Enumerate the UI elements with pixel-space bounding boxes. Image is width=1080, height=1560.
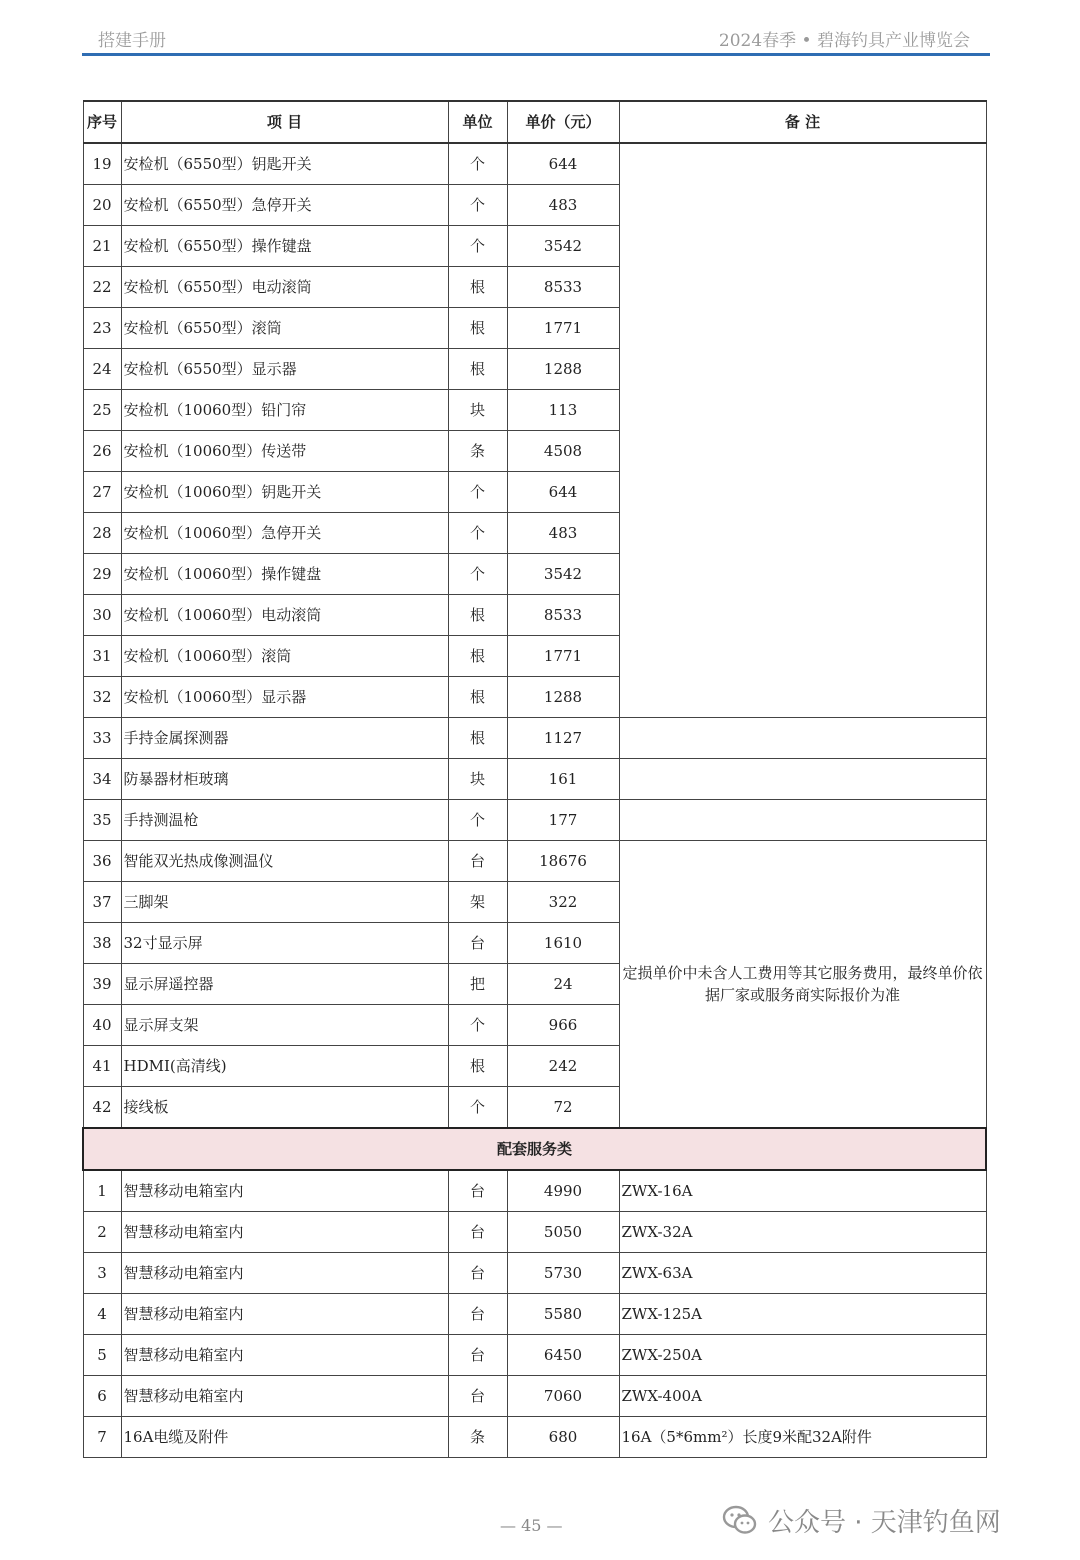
row-number: 26 — [83, 431, 121, 472]
row-number: 34 — [83, 759, 121, 800]
row-number: 30 — [83, 595, 121, 636]
row-item: 安检机（6550型）显示器 — [121, 349, 448, 390]
row-item: 安检机（6550型）急停开关 — [121, 185, 448, 226]
table-row — [83, 841, 986, 882]
row-item: 智能双光热成像测温仪 — [121, 841, 448, 882]
header-right-title: 2024春季 • 碧海钓具产业博览会 — [718, 31, 970, 51]
row-price: 5730 — [507, 1253, 619, 1294]
row-item: 安检机（6550型）钥匙开关 — [121, 143, 448, 185]
row-price: 177 — [507, 800, 619, 841]
row-price: 483 — [507, 513, 619, 554]
row-number: 22 — [83, 267, 121, 308]
row-unit: 台 — [448, 1212, 507, 1253]
row-price: 4990 — [507, 1170, 619, 1212]
row-item: 安检机（10060型）操作键盘 — [121, 554, 448, 595]
row-unit: 台 — [448, 1376, 507, 1417]
row-item: 安检机（10060型）急停开关 — [121, 513, 448, 554]
row-number: 4 — [83, 1294, 121, 1335]
row-unit: 根 — [448, 308, 507, 349]
row-item: 智慧移动电箱室内 — [121, 1294, 448, 1335]
section-row — [83, 1128, 986, 1170]
row-number: 1 — [83, 1170, 121, 1212]
row-item: 16A电缆及附件 — [121, 1417, 448, 1458]
row-unit: 个 — [448, 472, 507, 513]
row-price: 5580 — [507, 1294, 619, 1335]
row-item: 安检机（6550型）操作键盘 — [121, 226, 448, 267]
row-price: 72 — [507, 1087, 619, 1129]
row-price: 644 — [507, 143, 619, 185]
row-price: 8533 — [507, 267, 619, 308]
row-price: 242 — [507, 1046, 619, 1087]
row-price: 1771 — [507, 308, 619, 349]
row-number: 2 — [83, 1212, 121, 1253]
row-price: 24 — [507, 964, 619, 1005]
row-number: 20 — [83, 185, 121, 226]
row-unit: 块 — [448, 759, 507, 800]
row-item: 安检机（10060型）电动滚筒 — [121, 595, 448, 636]
watermark-text: 公众号 · 天津钓鱼网 — [768, 1507, 1001, 1538]
row-price: 3542 — [507, 226, 619, 267]
row-unit: 个 — [448, 1087, 507, 1129]
row-item: 32寸显示屏 — [121, 923, 448, 964]
col-header-no: 序号 — [83, 101, 121, 143]
row-unit: 个 — [448, 554, 507, 595]
row-number: 35 — [83, 800, 121, 841]
row-price: 5050 — [507, 1212, 619, 1253]
row-item: HDMI(高清线) — [121, 1046, 448, 1087]
row-price: 1288 — [507, 677, 619, 718]
row-number: 19 — [83, 143, 121, 185]
row-note: 16A（5*6mm²）长度9米配32A附件 — [619, 1417, 986, 1458]
table-row — [83, 1212, 986, 1253]
row-number: 42 — [83, 1087, 121, 1129]
row-number: 39 — [83, 964, 121, 1005]
row-unit: 块 — [448, 390, 507, 431]
row-number: 40 — [83, 1005, 121, 1046]
row-unit: 根 — [448, 718, 507, 759]
row-unit: 台 — [448, 841, 507, 882]
row-number: 25 — [83, 390, 121, 431]
row-number: 32 — [83, 677, 121, 718]
row-number: 38 — [83, 923, 121, 964]
row-item: 接线板 — [121, 1087, 448, 1129]
row-item: 安检机（10060型）显示器 — [121, 677, 448, 718]
table-row — [83, 759, 986, 800]
row-number: 31 — [83, 636, 121, 677]
row-price: 161 — [507, 759, 619, 800]
row-unit: 台 — [448, 1335, 507, 1376]
row-item: 安检机（6550型）电动滚筒 — [121, 267, 448, 308]
table-row — [83, 1170, 986, 1212]
price-table — [82, 100, 987, 1458]
row-unit: 把 — [448, 964, 507, 1005]
row-number: 6 — [83, 1376, 121, 1417]
row-note — [619, 718, 986, 759]
row-note — [619, 759, 986, 800]
header-left-title: 搭建手册 — [98, 31, 166, 51]
row-number: 23 — [83, 308, 121, 349]
row-number: 28 — [83, 513, 121, 554]
row-price: 3542 — [507, 554, 619, 595]
row-item: 智慧移动电箱室内 — [121, 1376, 448, 1417]
row-unit: 台 — [448, 1170, 507, 1212]
row-unit: 个 — [448, 143, 507, 185]
row-item: 安检机（10060型）铅门帘 — [121, 390, 448, 431]
row-price: 8533 — [507, 595, 619, 636]
table-row — [83, 1376, 986, 1417]
row-price: 113 — [507, 390, 619, 431]
row-number: 24 — [83, 349, 121, 390]
table-row — [83, 1335, 986, 1376]
table-row — [83, 1417, 986, 1458]
row-number: 21 — [83, 226, 121, 267]
row-unit: 个 — [448, 513, 507, 554]
row-price: 483 — [507, 185, 619, 226]
row-price: 966 — [507, 1005, 619, 1046]
row-number: 27 — [83, 472, 121, 513]
row-item: 智慧移动电箱室内 — [121, 1170, 448, 1212]
row-unit: 根 — [448, 267, 507, 308]
row-unit: 条 — [448, 431, 507, 472]
table-row — [83, 800, 986, 841]
row-item: 显示屏遥控器 — [121, 964, 448, 1005]
col-header-unit: 单位 — [448, 101, 507, 143]
row-unit: 个 — [448, 185, 507, 226]
row-unit: 架 — [448, 882, 507, 923]
row-unit: 根 — [448, 349, 507, 390]
row-price: 680 — [507, 1417, 619, 1458]
table-row — [83, 143, 986, 185]
row-item: 防暴器材柜玻璃 — [121, 759, 448, 800]
table-header-row — [83, 101, 986, 143]
row-price: 18676 — [507, 841, 619, 882]
row-item: 手持测温枪 — [121, 800, 448, 841]
row-unit: 个 — [448, 800, 507, 841]
row-note: ZWX-16A — [619, 1170, 986, 1212]
row-item: 三脚架 — [121, 882, 448, 923]
row-note: ZWX-400A — [619, 1376, 986, 1417]
row-price: 7060 — [507, 1376, 619, 1417]
row-item: 智慧移动电箱室内 — [121, 1335, 448, 1376]
row-note: ZWX-63A — [619, 1253, 986, 1294]
row-note: ZWX-250A — [619, 1335, 986, 1376]
row-unit: 根 — [448, 636, 507, 677]
col-header-price: 单价（元） — [507, 101, 619, 143]
row-unit: 根 — [448, 1046, 507, 1087]
row-number: 3 — [83, 1253, 121, 1294]
row-number: 36 — [83, 841, 121, 882]
row-price: 4508 — [507, 431, 619, 472]
table-row — [83, 1294, 986, 1335]
row-item: 安检机（10060型）滚筒 — [121, 636, 448, 677]
table-body — [83, 143, 986, 1458]
header-divider — [82, 53, 990, 56]
row-price: 644 — [507, 472, 619, 513]
row-price: 322 — [507, 882, 619, 923]
row-price: 1127 — [507, 718, 619, 759]
note-disclaimer: 定损单价中未含人工费用等其它服务费用，最终单价依据厂家或服务商实际报价为准 — [619, 841, 986, 1129]
row-item: 智慧移动电箱室内 — [121, 1212, 448, 1253]
row-price: 1288 — [507, 349, 619, 390]
row-item: 安检机（10060型）传送带 — [121, 431, 448, 472]
row-note — [619, 800, 986, 841]
row-number: 7 — [83, 1417, 121, 1458]
row-unit: 台 — [448, 1253, 507, 1294]
row-unit: 根 — [448, 677, 507, 718]
table-row — [83, 1253, 986, 1294]
row-price: 1771 — [507, 636, 619, 677]
row-note: ZWX-125A — [619, 1294, 986, 1335]
row-unit: 台 — [448, 1294, 507, 1335]
section-title: 配套服务类 — [83, 1128, 986, 1170]
row-item: 手持金属探测器 — [121, 718, 448, 759]
row-unit: 根 — [448, 595, 507, 636]
row-item: 显示屏支架 — [121, 1005, 448, 1046]
row-item: 智慧移动电箱室内 — [121, 1253, 448, 1294]
row-unit: 个 — [448, 226, 507, 267]
col-header-note: 备 注 — [619, 101, 986, 143]
row-number: 37 — [83, 882, 121, 923]
row-number: 41 — [83, 1046, 121, 1087]
table-row — [83, 718, 986, 759]
row-unit: 个 — [448, 1005, 507, 1046]
page-number: — 45 — — [500, 1516, 563, 1535]
row-item: 安检机（6550型）滚筒 — [121, 308, 448, 349]
row-number: 29 — [83, 554, 121, 595]
row-note: ZWX-32A — [619, 1212, 986, 1253]
row-number: 5 — [83, 1335, 121, 1376]
row-item: 安检机（10060型）钥匙开关 — [121, 472, 448, 513]
col-header-item: 项 目 — [121, 101, 448, 143]
watermark — [722, 1500, 1001, 1540]
wechat-icon — [722, 1505, 758, 1535]
row-number: 33 — [83, 718, 121, 759]
row-price: 1610 — [507, 923, 619, 964]
row-unit: 条 — [448, 1417, 507, 1458]
note-empty-merged — [619, 143, 986, 718]
row-unit: 台 — [448, 923, 507, 964]
row-price: 6450 — [507, 1335, 619, 1376]
